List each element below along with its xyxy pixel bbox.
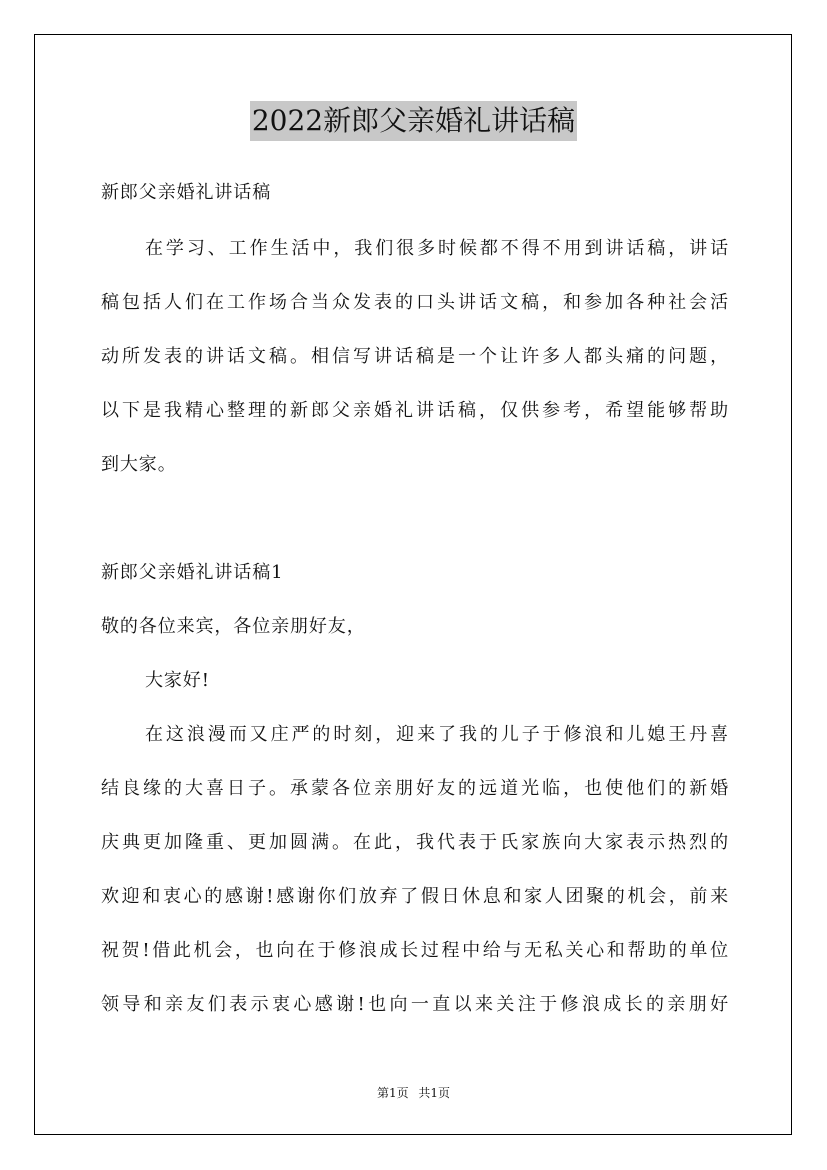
intro-line: 动所发表的讲话文稿。相信写讲话稿是一个让许多人都头痛的问题， [101,346,729,367]
intro-line: 在学习、工作生活中，我们很多时候都不得不用到讲话稿，讲话 [145,238,729,259]
body-line: 在这浪漫而又庄严的时刻，迎来了我的儿子于修浪和儿媳王丹喜 [145,724,729,745]
document-title: 2022新郎父亲婚礼讲话稿 [250,101,577,141]
body-line: 结良缘的大喜日子。承蒙各位亲朋好友的远道光临，也使他们的新婚 [101,778,729,799]
document-subtitle: 新郎父亲婚礼讲话稿 [101,182,272,203]
page-footer [0,1085,827,1101]
body-line: 祝贺!借此机会，也向在于修浪成长过程中给与无私关心和帮助的单位 [101,940,729,961]
section-heading: 新郎父亲婚礼讲话稿1 [101,562,284,583]
salutation: 敬的各位来宾，各位亲朋好友， [101,616,366,637]
intro-line: 稿包括人们在工作场合当众发表的口头讲话文稿，和参加各种社会活 [101,292,729,313]
body-line: 欢迎和衷心的感谢!感谢你们放弃了假日休息和家人团聚的机会，前来 [101,886,729,907]
page-total: 共1页 [418,1086,451,1100]
body-line: 庆典更加隆重、更加圆满。在此，我代表于氏家族向大家表示热烈的 [101,832,729,853]
greeting: 大家好! [145,670,210,691]
page-number: 第1页 [376,1086,409,1100]
intro-line: 以下是我精心整理的新郎父亲婚礼讲话稿，仅供参考，希望能够帮助 [101,400,729,421]
body-line: 领导和亲友们表示衷心感谢!也向一直以来关注于修浪成长的亲朋好 [101,994,729,1015]
intro-line: 到大家。 [101,454,177,475]
title-container [0,101,827,141]
